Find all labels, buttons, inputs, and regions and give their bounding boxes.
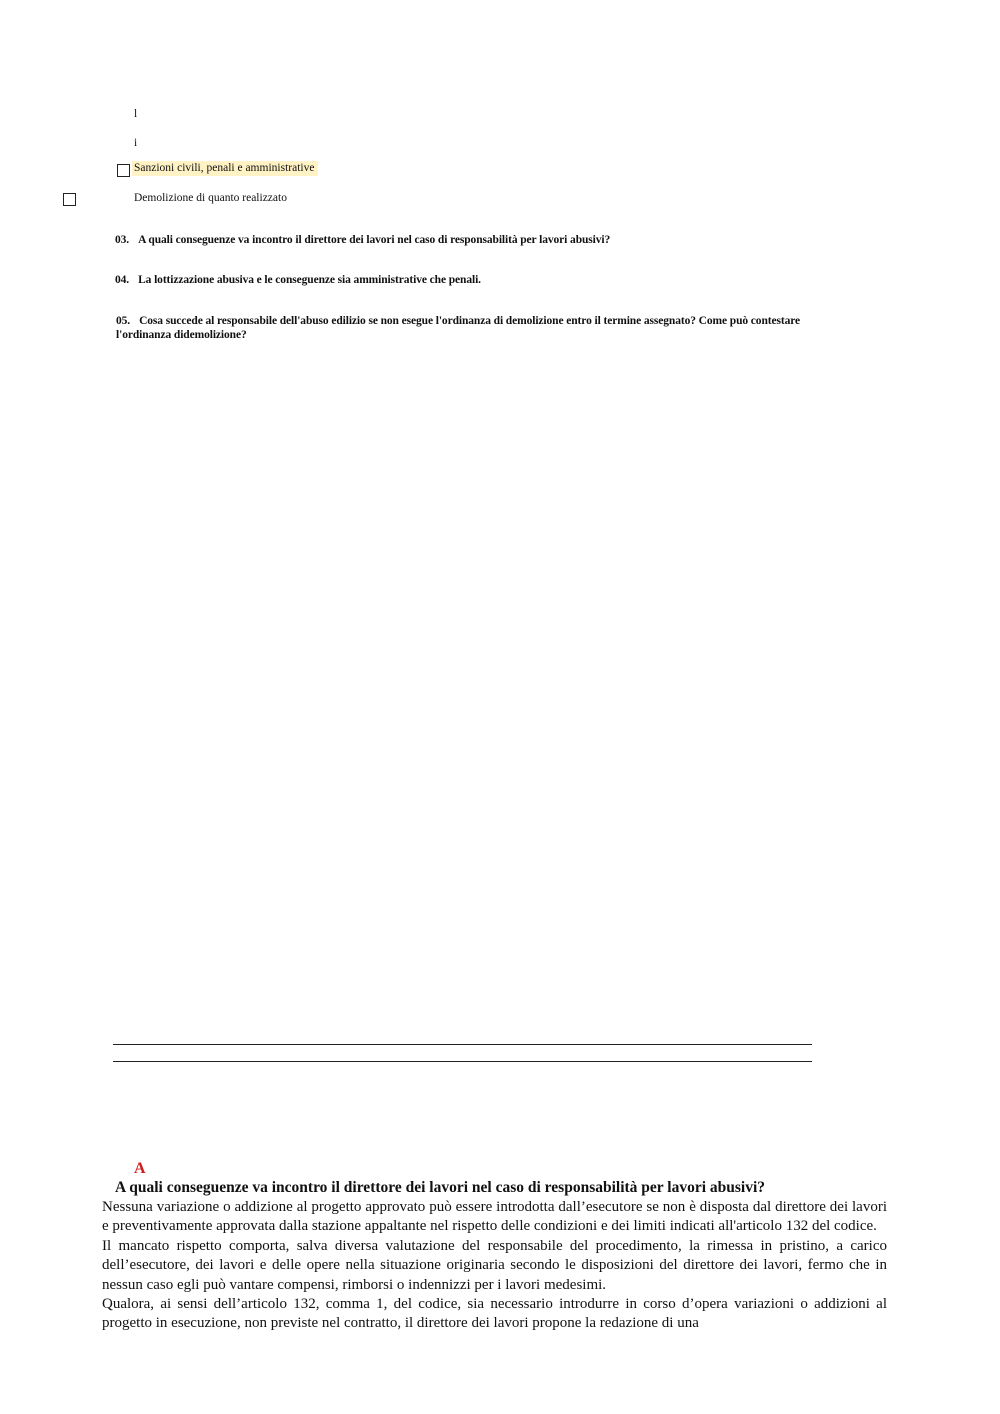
option-label-demolizione: Demolizione di quanto realizzato bbox=[134, 192, 287, 204]
option-label-sanzioni bbox=[132, 162, 318, 174]
question-03-text: A quali conseguenze va incontro il direttore dei lavori nel caso di responsabilità per lavori abusivi? bbox=[138, 234, 611, 246]
option-checkbox-sanzioni[interactable] bbox=[117, 164, 130, 177]
question-05-text: Cosa succede al responsabile dell'abuso edilizio se non esegue l'ordinanza di demolizione entro il termine assegnato? Come può contestare l'ordinanza didemolizione? bbox=[116, 315, 801, 341]
question-05-number: 05. bbox=[116, 315, 131, 327]
question-04 bbox=[115, 274, 815, 286]
question-03-number: 03. bbox=[115, 234, 130, 246]
question-04-number: 04. bbox=[115, 274, 130, 286]
option-label-sanzioni-text: Sanzioni civili, penali e amministrative bbox=[132, 161, 318, 176]
answer-paragraph-2: Il mancato rispetto comporta, salva diversa valutazione del responsabile del procedimento, la rimessa in pristino, a carico dell’esecutore, dei lavori e delle opere nella situazione originaria secondo le disposizioni del direttore dei lavori, fermo che in nessun caso egli può vantare compensi, rimborsi o indennizzi per i lavori medesimi. bbox=[102, 1237, 887, 1293]
question-04-text: La lottizzazione abusiva e le conseguenze sia amministrative che penali. bbox=[138, 274, 481, 286]
question-05 bbox=[116, 314, 804, 342]
answer-paragraph-1: Nessuna variazione o addizione al progetto approvato può essere introdotta dall’esecutore se non è disposta dal direttore dei lavori e preventivamente approvata dalla stazione appaltante nel rispetto delle condizioni e dei limiti indicati all'articolo 132 del codice. bbox=[102, 1199, 887, 1235]
answer-title: A quali conseguenze va incontro il direttore dei lavori nel caso di responsabilità per lavori abusivi? bbox=[115, 1179, 766, 1196]
answer-marker: A bbox=[134, 1160, 146, 1177]
divider-line-2 bbox=[113, 1061, 812, 1062]
divider-line-1 bbox=[113, 1044, 812, 1045]
answer-body bbox=[102, 1198, 887, 1334]
option-checkbox-demolizione[interactable] bbox=[63, 193, 76, 206]
stray-mark-l: l bbox=[134, 108, 138, 120]
answer-paragraph-3: Qualora, ai sensi dell’articolo 132, comma 1, del codice, sia necessario introdurre in corso d’opera variazioni o addizioni al progetto in esecuzione, non previste nel contratto, il direttore dei lavori propone la redazione di una bbox=[102, 1296, 887, 1332]
stray-mark-i: i bbox=[134, 137, 138, 149]
question-03 bbox=[115, 234, 815, 246]
